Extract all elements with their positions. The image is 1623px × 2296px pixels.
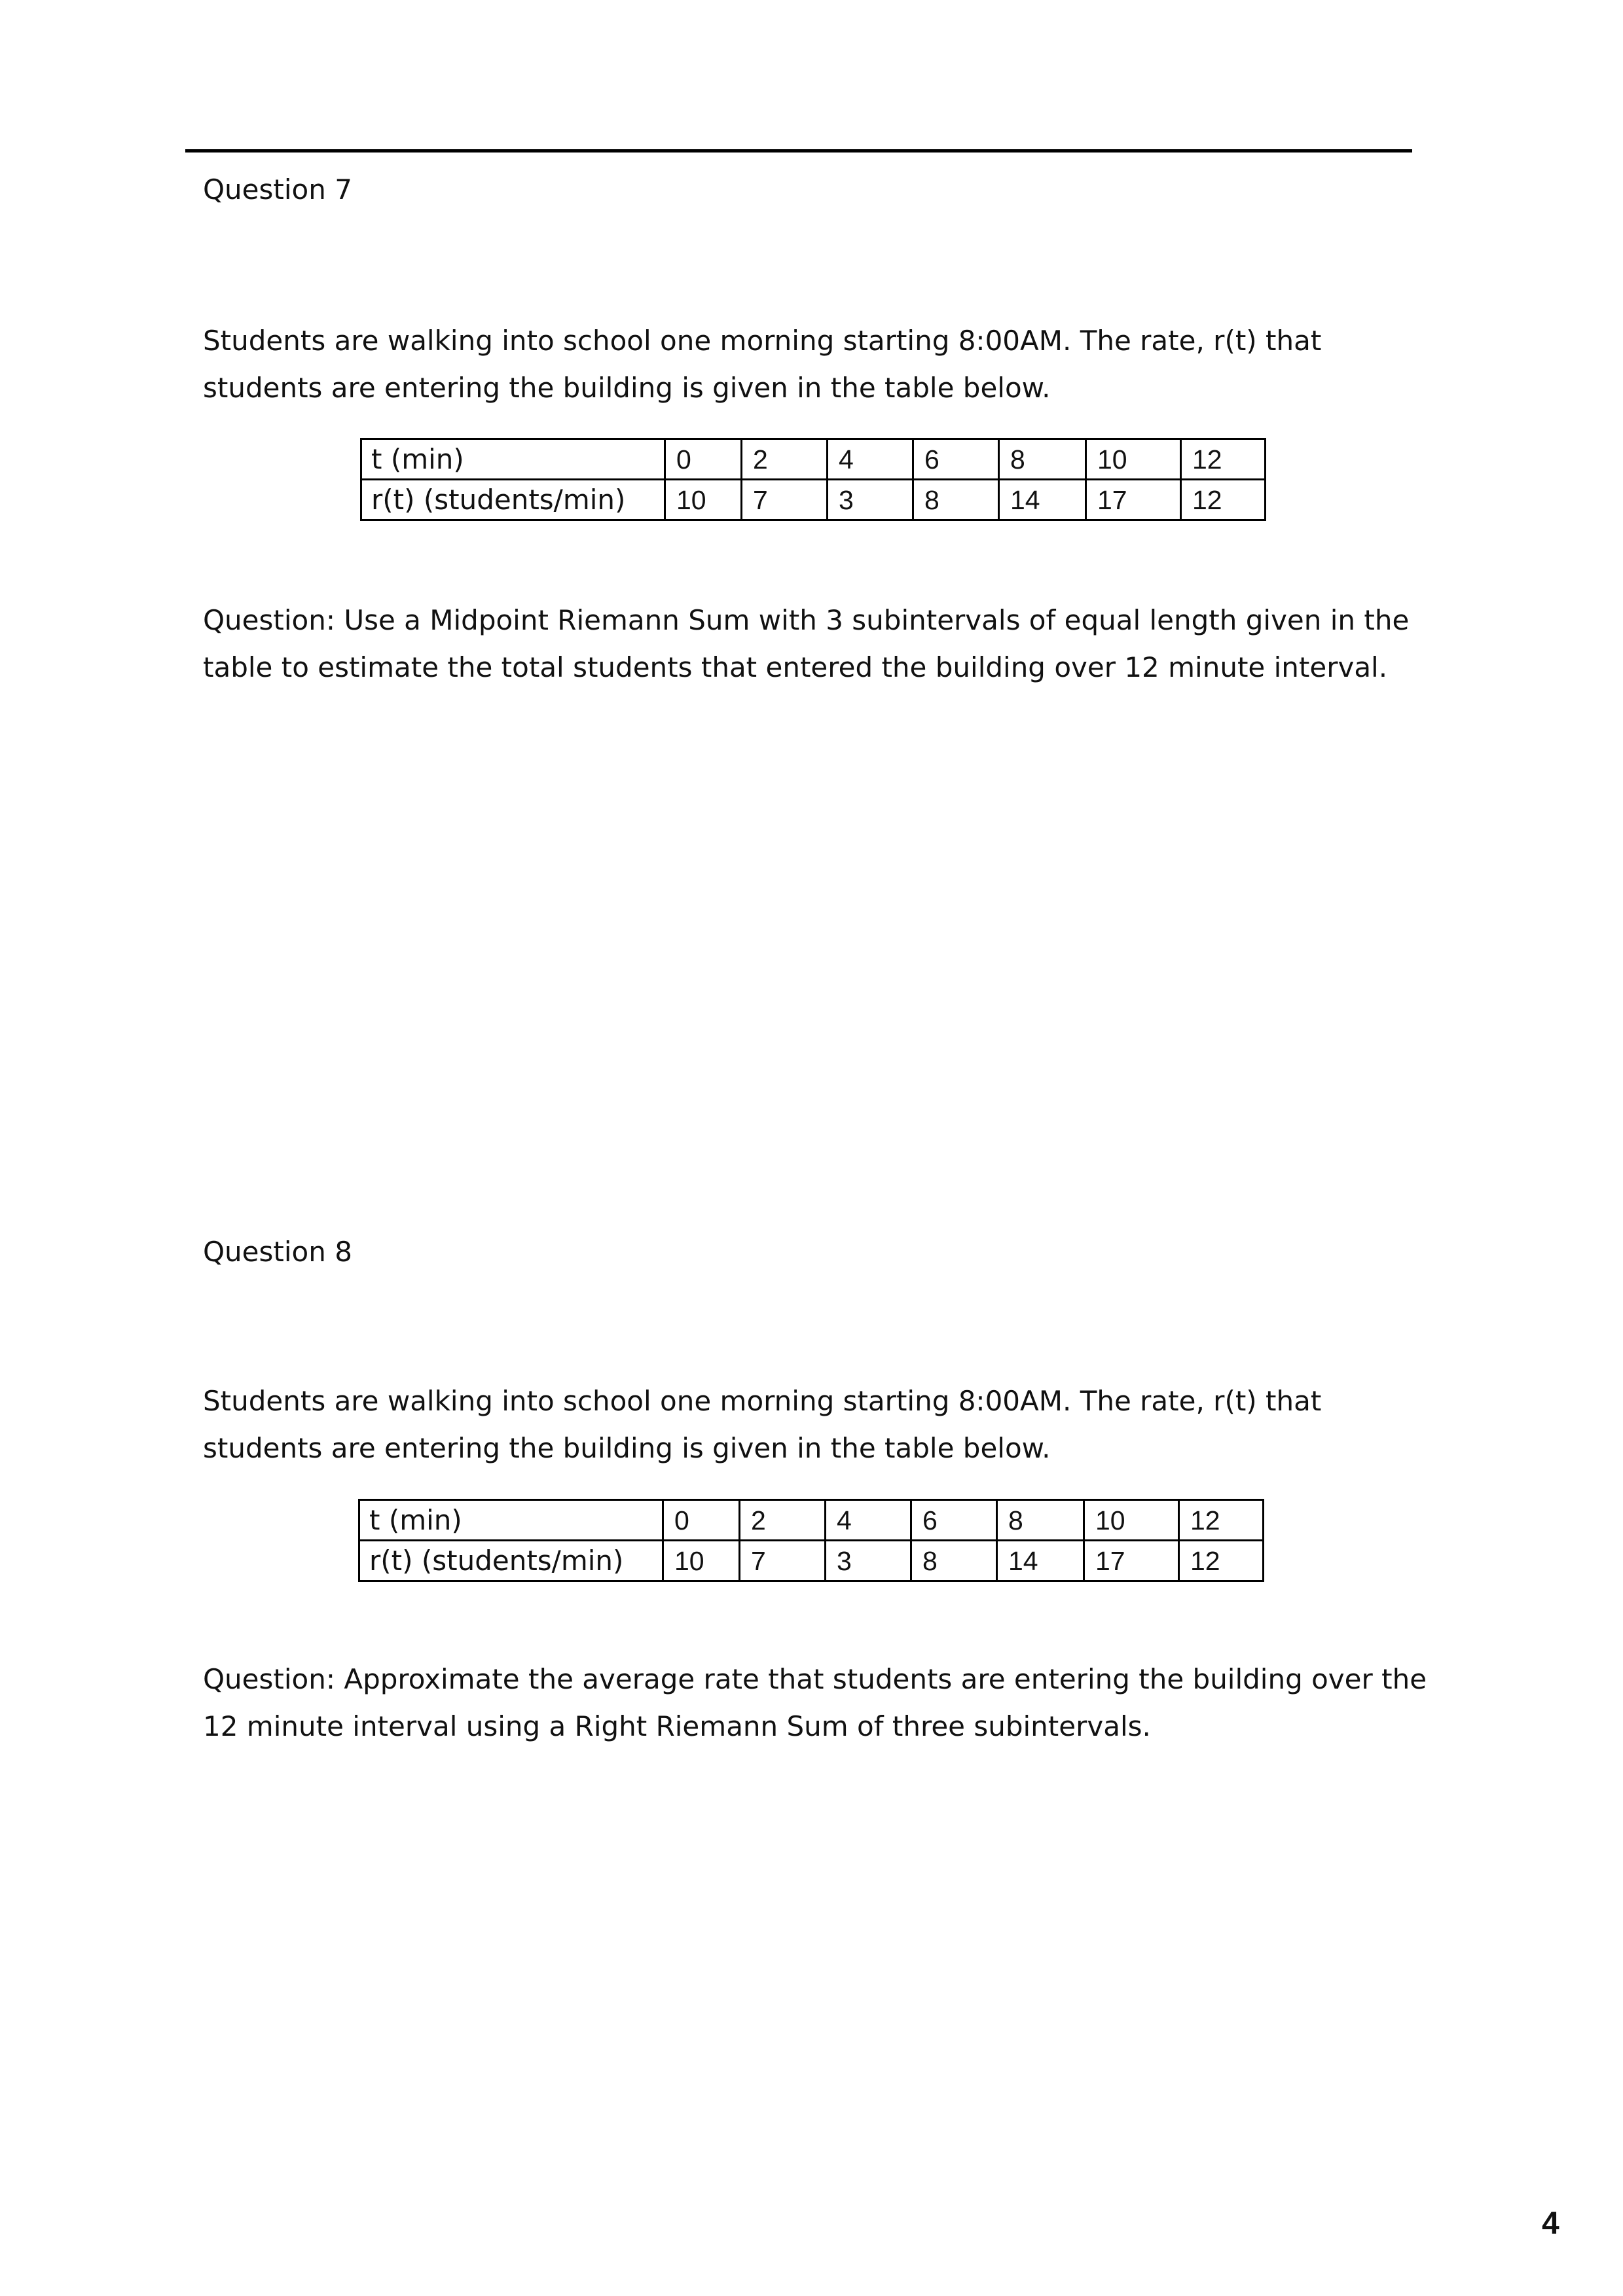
rate-cell: 8 bbox=[911, 1541, 997, 1581]
time-cell: 6 bbox=[913, 439, 999, 480]
question-8-intro-line-1: Students are walking into school one morning starting 8:00AM. The rate, r(t) that bbox=[203, 1385, 1322, 1417]
rate-cell: 3 bbox=[826, 1541, 911, 1581]
rate-cell: 17 bbox=[1084, 1541, 1179, 1581]
question-7-intro-line-1: Students are walking into school one morning starting 8:00AM. The rate, r(t) that bbox=[203, 325, 1322, 357]
row-label-rate: r(t) (students/min) bbox=[359, 1541, 663, 1581]
question-8-prompt-line-2: 12 minute interval using a Right Riemann Sum of three subintervals. bbox=[203, 1710, 1151, 1742]
row-label-time: t (min) bbox=[359, 1500, 663, 1541]
row-label-time: t (min) bbox=[361, 439, 665, 480]
time-cell: 4 bbox=[826, 1500, 911, 1541]
question-7-intro bbox=[203, 317, 1512, 412]
rate-cell: 14 bbox=[999, 480, 1086, 520]
table-row-rate bbox=[361, 480, 1266, 520]
question-8-prompt-line-1: Question: Approximate the average rate that students are entering the building over the bbox=[203, 1663, 1427, 1695]
question-7-intro-line-2: students are entering the building is given in the table below. bbox=[203, 372, 1051, 404]
time-cell: 10 bbox=[1086, 439, 1181, 480]
question-8-title: Question 8 bbox=[203, 1236, 352, 1268]
rate-cell: 10 bbox=[665, 480, 742, 520]
rate-cell: 7 bbox=[740, 1541, 826, 1581]
time-cell: 12 bbox=[1181, 439, 1266, 480]
question-8-rate-table bbox=[358, 1499, 1264, 1582]
rate-cell: 17 bbox=[1086, 480, 1181, 520]
question-7-prompt bbox=[203, 597, 1512, 691]
rate-cell: 12 bbox=[1179, 1541, 1264, 1581]
time-cell: 0 bbox=[663, 1500, 740, 1541]
table-row-time bbox=[361, 439, 1266, 480]
question-7-prompt-line-1: Question: Use a Midpoint Riemann Sum with 3 subintervals of equal length given in the bbox=[203, 604, 1410, 636]
time-cell: 10 bbox=[1084, 1500, 1179, 1541]
question-7-rate-table bbox=[360, 438, 1266, 521]
question-7-prompt-line-2: table to estimate the total students that entered the building over 12 minute interval. bbox=[203, 651, 1388, 683]
rate-cell: 10 bbox=[663, 1541, 740, 1581]
rate-cell: 8 bbox=[913, 480, 999, 520]
time-cell: 6 bbox=[911, 1500, 997, 1541]
time-cell: 2 bbox=[742, 439, 828, 480]
question-8-prompt bbox=[203, 1656, 1512, 1750]
time-cell: 8 bbox=[999, 439, 1086, 480]
top-divider bbox=[185, 149, 1412, 152]
rate-cell: 14 bbox=[997, 1541, 1084, 1581]
time-cell: 0 bbox=[665, 439, 742, 480]
time-cell: 4 bbox=[828, 439, 913, 480]
page-number: 4 bbox=[1542, 2206, 1559, 2241]
table-row-time bbox=[359, 1500, 1264, 1541]
rate-cell: 7 bbox=[742, 480, 828, 520]
table-row-rate bbox=[359, 1541, 1264, 1581]
rate-cell: 3 bbox=[828, 480, 913, 520]
question-8-intro-line-2: students are entering the building is given in the table below. bbox=[203, 1432, 1051, 1464]
time-cell: 8 bbox=[997, 1500, 1084, 1541]
time-cell: 12 bbox=[1179, 1500, 1264, 1541]
rate-cell: 12 bbox=[1181, 480, 1266, 520]
question-7-title: Question 7 bbox=[203, 173, 352, 206]
time-cell: 2 bbox=[740, 1500, 826, 1541]
row-label-rate: r(t) (students/min) bbox=[361, 480, 665, 520]
question-8-intro bbox=[203, 1378, 1512, 1472]
